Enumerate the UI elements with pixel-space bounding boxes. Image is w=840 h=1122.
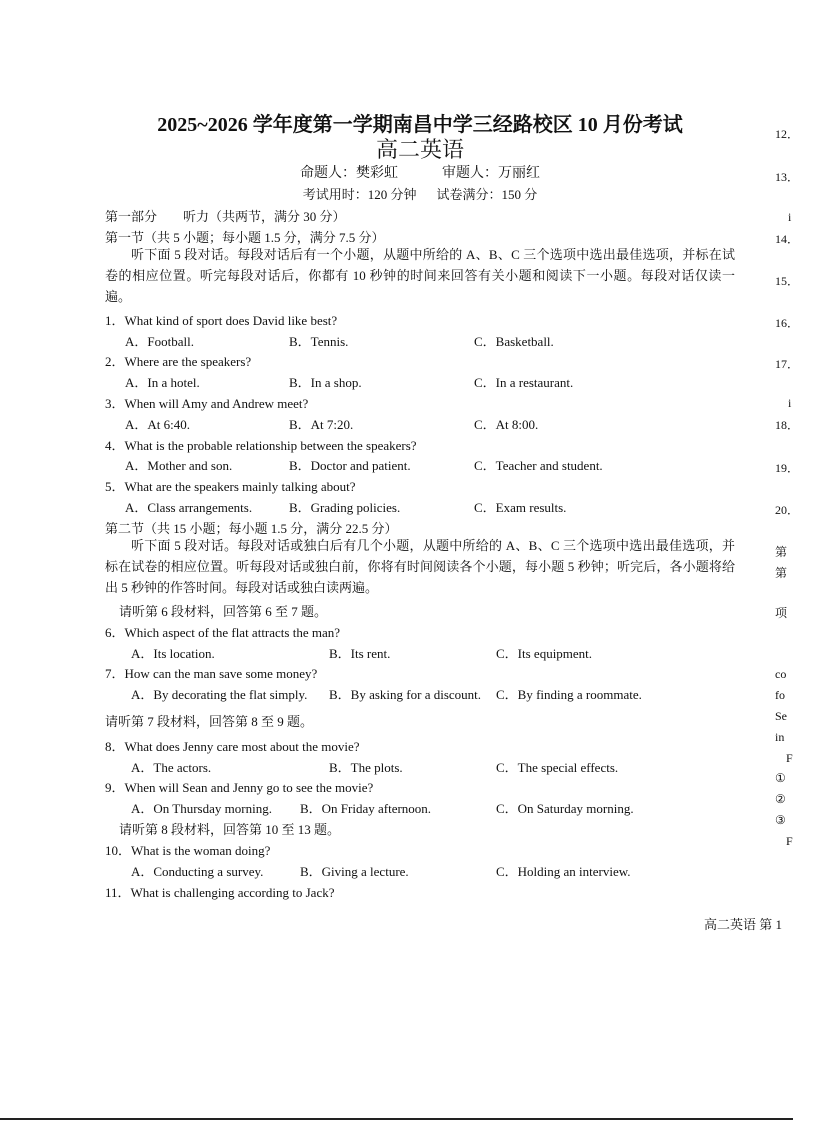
right-question-18: 18． (775, 418, 800, 432)
q4-option-a: A．Mother and son. (125, 458, 233, 473)
q10-option-b: B．Giving a lecture. (300, 864, 409, 879)
right-question-14: 14． (775, 232, 800, 246)
authors-line (0, 162, 840, 182)
section1-heading: 第一节（共 5 小题；每小题 1.5 分，满分 7.5 分） (105, 230, 385, 245)
page-footer: 高二英语 第 1 (704, 917, 783, 932)
q5-option-a: A．Class arrangements. (125, 500, 253, 515)
q2-option-a: A．In a hotel. (125, 375, 200, 390)
q2-option-b: B．In a shop. (289, 375, 362, 390)
subject-title: 高二英语 (375, 137, 464, 162)
question-11: 11．What is challenging according to Jack? (105, 885, 335, 900)
section2-instructions: 听下面 5 段对话。每段对话或独白后有几个小题，从题中所给的 A、B、C 三个选项中选出最佳选项，并标在试卷的相应位置。听每段对话或独白前，你将有时间阅读各个小题，每小题 5 秒钟；听完后，各小题将给出 5 秒钟的作答时间。每段对话或独白读两遍。 (105, 538, 735, 595)
right-question-15: 15． (775, 274, 800, 288)
right-question-13: 13． (775, 170, 800, 184)
right-fragment: F (786, 751, 793, 765)
q6-option-c: C．Its equipment. (496, 646, 593, 661)
question-7: 7．How can the man save some money? (105, 666, 318, 681)
right-question-17: 17． (775, 357, 800, 371)
bottom-rule (0, 1118, 793, 1120)
right-fragment: i (788, 396, 792, 410)
q7-option-a: A．By decorating the flat simply. (131, 687, 308, 702)
q1-option-c: C．Basketball. (474, 334, 554, 349)
q1-option-a: A．Football. (125, 334, 194, 349)
q9-option-c: C．On Saturday morning. (496, 801, 634, 816)
q9-option-b: B．On Friday afternoon. (300, 801, 432, 816)
question-2: 2．Where are the speakers? (105, 354, 252, 369)
q7-option-b: B．By asking for a discount. (329, 687, 482, 702)
q5-option-b: B．Grading policies. (289, 500, 401, 515)
q6-option-a: A．Its location. (131, 646, 215, 661)
right-fragment: i (788, 210, 792, 224)
part1-heading: 第一部分 听力（共两节，满分 30 分） (105, 209, 346, 224)
question-5: 5．What are the speakers mainly talking about? (105, 479, 356, 494)
question-3: 3．When will Amy and Andrew meet? (105, 396, 309, 411)
question-9: 9．When will Sean and Jenny go to see the movie? (105, 780, 374, 795)
q3-option-a: A．At 6:40. (125, 417, 191, 432)
q3-option-c: C．At 8:00. (474, 417, 539, 432)
q1-option-b: B．Tennis. (289, 334, 349, 349)
material-7-prompt: 请听第 7 段材料，回答第 8 至 9 题。 (105, 714, 314, 729)
right-fragment: in (775, 730, 785, 744)
setter: 命题人：樊彩虹 (300, 166, 398, 181)
q9-option-a: A．On Thursday morning. (131, 801, 272, 816)
right-question-19: 19． (775, 461, 800, 475)
q8-option-a: A．The actors. (131, 760, 212, 775)
right-fragment: 第 (775, 545, 788, 559)
right-fragment: ① (775, 771, 786, 785)
right-fragment: ③ (775, 813, 786, 827)
q8-option-b: B．The plots. (329, 760, 403, 775)
question-6: 6．Which aspect of the flat attracts the man? (105, 625, 340, 640)
question-4: 4．What is the probable relationship between the speakers? (105, 438, 417, 453)
right-fragment: Se (775, 709, 787, 723)
right-fragment: ② (775, 792, 786, 806)
right-fragment: co (775, 667, 787, 681)
question-1: 1．What kind of sport does David like best? (105, 313, 338, 328)
section1-instructions: 听下面 5 段对话。每段对话后有一个小题，从题中所给的 A、B、C 三个选项中选出最佳选项，并标在试卷的相应位置。听完每段对话后，你都有 10 秒钟的时间来回答有关小题和阅读下一小题。每段对话仅读一遍。 (105, 247, 735, 304)
exam-time: 考试用时：120 分钟 (302, 187, 417, 202)
right-fragment: fo (775, 688, 785, 702)
right-question-12: 12． (775, 127, 800, 141)
exam-info-line (0, 184, 840, 203)
right-fragment: 第 (775, 566, 788, 580)
material-8-prompt: 请听第 8 段材料，回答第 10 至 13 题。 (119, 822, 341, 837)
q10-option-a: A．Conducting a survey. (131, 864, 264, 879)
section2-heading: 第二节（共 15 小题；每小题 1.5 分，满分 22.5 分） (105, 521, 398, 536)
q5-option-c: C．Exam results. (474, 500, 567, 515)
right-fragment: F (786, 834, 793, 848)
q7-option-c: C．By finding a roommate. (496, 687, 642, 702)
q10-option-c: C．Holding an interview. (496, 864, 631, 879)
q4-option-b: B．Doctor and patient. (289, 458, 411, 473)
q6-option-b: B．Its rent. (329, 646, 391, 661)
right-question-20: 20． (775, 503, 800, 517)
exam-title: 2025~2026 学年度第一学期南昌中学三经路校区 10 月份考试 (157, 114, 683, 136)
right-fragment: 项 (775, 606, 788, 620)
material-6-prompt: 请听第 6 段材料，回答第 6 至 7 题。 (119, 604, 328, 619)
reviewer: 审题人：万丽红 (442, 166, 540, 181)
exam-score: 试卷满分：150 分 (436, 187, 538, 202)
q4-option-c: C．Teacher and student. (474, 458, 603, 473)
question-8: 8．What does Jenny care most about the movie? (105, 739, 360, 754)
q2-option-c: C．In a restaurant. (474, 375, 574, 390)
q8-option-c: C．The special effects. (496, 760, 619, 775)
right-question-16: 16． (775, 316, 800, 330)
question-10: 10．What is the woman doing? (105, 843, 271, 858)
q3-option-b: B．At 7:20. (289, 417, 354, 432)
